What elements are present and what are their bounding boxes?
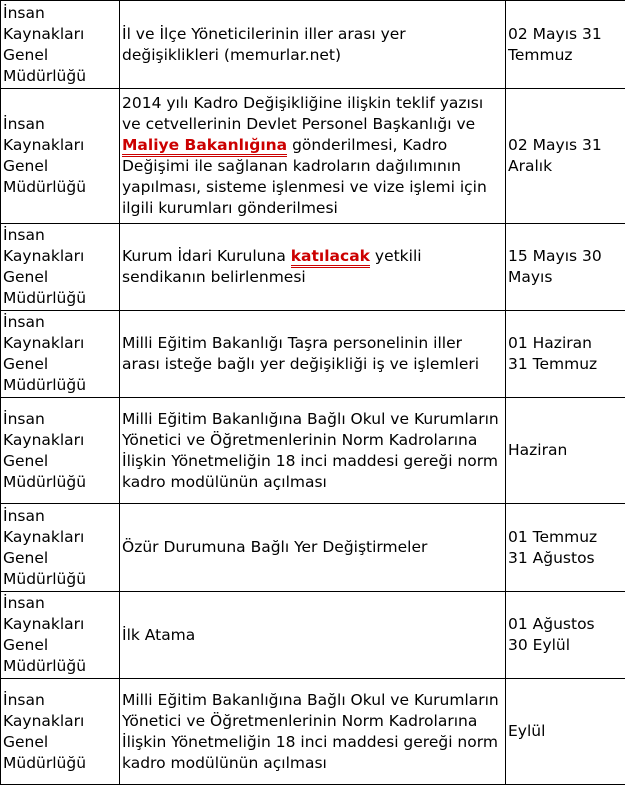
unit-line: İnsan bbox=[3, 115, 45, 133]
date-cell bbox=[506, 224, 625, 311]
unit-line: İnsan bbox=[3, 594, 45, 612]
unit-line: Kaynakları bbox=[3, 25, 84, 43]
unit-line: Genel bbox=[3, 355, 48, 373]
unit-line: İnsan bbox=[3, 313, 45, 331]
date-line: 01 Temmuz bbox=[508, 528, 597, 546]
table-row bbox=[1, 398, 625, 504]
unit-line: Genel bbox=[3, 46, 48, 64]
task-cell bbox=[120, 89, 506, 224]
unit-line: Genel bbox=[3, 268, 48, 286]
date-cell bbox=[506, 398, 625, 504]
task-text: Milli Eğitim Bakanlığına Bağlı Okul ve Kurumların Yönetici ve Öğretmenlerinin Norm Kadrolarına İlişkin Yönetmeliğin 18 inci maddesi gereği norm kadro modülünün açılması bbox=[122, 691, 499, 772]
unit-line: İnsan bbox=[3, 226, 45, 244]
keyword-link-maliye-bakanligina[interactable]: Maliye Bakanlığına bbox=[122, 136, 287, 157]
date-line: Mayıs bbox=[508, 268, 552, 286]
date-line: Temmuz bbox=[508, 46, 573, 64]
task-cell bbox=[120, 224, 506, 311]
table-row bbox=[1, 1, 625, 89]
date-line: 02 Mayıs 31 bbox=[508, 25, 602, 43]
unit-line: Genel bbox=[3, 636, 48, 654]
unit-line: Müdürlüğü bbox=[3, 376, 86, 394]
table-row bbox=[1, 592, 625, 679]
unit-cell bbox=[1, 592, 120, 679]
unit-cell bbox=[1, 89, 120, 224]
unit-line: Genel bbox=[3, 157, 48, 175]
task-cell bbox=[120, 504, 506, 592]
date-cell bbox=[506, 311, 625, 398]
unit-line: Kaynakları bbox=[3, 712, 84, 730]
task-cell bbox=[120, 592, 506, 679]
date-cell bbox=[506, 679, 625, 785]
date-cell bbox=[506, 89, 625, 224]
task-cell bbox=[120, 1, 506, 89]
unit-line: Genel bbox=[3, 549, 48, 567]
date-line: 02 Mayıs 31 bbox=[508, 136, 602, 154]
task-text: Milli Eğitim Bakanlığı Taşra personelinin iller arası isteğe bağlı yer değişikliği iş ve işlemleri bbox=[122, 334, 479, 373]
unit-cell bbox=[1, 398, 120, 504]
task-text: İl ve İlçe Yöneticilerinin iller arası yer değişiklikleri (memurlar.net) bbox=[122, 25, 406, 64]
unit-line: Müdürlüğü bbox=[3, 657, 86, 675]
date-line: Eylül bbox=[508, 722, 545, 740]
date-line: Aralık bbox=[508, 157, 552, 175]
unit-line: İnsan bbox=[3, 410, 45, 428]
date-line: 30 Eylül bbox=[508, 636, 570, 654]
unit-line: Genel bbox=[3, 733, 48, 751]
task-text: İlk Atama bbox=[122, 626, 195, 644]
date-line: 15 Mayıs 30 bbox=[508, 247, 602, 265]
table-row bbox=[1, 224, 625, 311]
table-row bbox=[1, 89, 625, 224]
unit-cell bbox=[1, 1, 120, 89]
unit-line: Kaynakları bbox=[3, 334, 84, 352]
date-line: Haziran bbox=[508, 441, 567, 459]
task-cell bbox=[120, 679, 506, 785]
unit-cell bbox=[1, 679, 120, 785]
unit-line: Müdürlüğü bbox=[3, 289, 86, 307]
date-line: 31 Temmuz bbox=[508, 355, 597, 373]
date-line: 01 Haziran bbox=[508, 334, 592, 352]
unit-line: Müdürlüğü bbox=[3, 570, 86, 588]
date-cell bbox=[506, 1, 625, 89]
table-row bbox=[1, 679, 625, 785]
unit-line: Kaynakları bbox=[3, 247, 84, 265]
unit-cell bbox=[1, 224, 120, 311]
date-line: 01 Ağustos bbox=[508, 615, 595, 633]
table-row bbox=[1, 311, 625, 398]
task-text: Özür Durumuna Bağlı Yer Değiştirmeler bbox=[122, 538, 427, 556]
unit-line: Kaynakları bbox=[3, 615, 84, 633]
unit-cell bbox=[1, 311, 120, 398]
unit-line: İnsan bbox=[3, 507, 45, 525]
date-line: 31 Ağustos bbox=[508, 549, 595, 567]
task-cell bbox=[120, 398, 506, 504]
task-text: gönderilmesi, Kadro Değişimi ile sağlanan kadroların dağılımının yapılması, sisteme işlenmesi ve vize işlemi için ilgili kurumları gönderilmesi bbox=[122, 136, 487, 217]
schedule-table-body bbox=[1, 1, 625, 785]
task-text: yetkili sendikanın belirlenmesi bbox=[122, 247, 422, 286]
unit-line: Kaynakları bbox=[3, 431, 84, 449]
unit-line: Müdürlüğü bbox=[3, 67, 86, 85]
task-cell bbox=[120, 311, 506, 398]
keyword-link-katilacak[interactable]: katılacak bbox=[291, 247, 370, 268]
unit-line: İnsan bbox=[3, 691, 45, 709]
task-text: Kurum İdari Kuruluna bbox=[122, 247, 291, 265]
date-cell bbox=[506, 592, 625, 679]
unit-line: Kaynakları bbox=[3, 528, 84, 546]
unit-line: Kaynakları bbox=[3, 136, 84, 154]
unit-line: İnsan bbox=[3, 4, 45, 22]
unit-line: Müdürlüğü bbox=[3, 178, 86, 196]
task-text: 2014 yılı Kadro Değişikliğine ilişkin teklif yazısı ve cetvellerinin Devlet Personel Başkanlığı ve bbox=[122, 94, 483, 133]
table-row bbox=[1, 504, 625, 592]
unit-line: Genel bbox=[3, 452, 48, 470]
task-text: Milli Eğitim Bakanlığına Bağlı Okul ve Kurumların Yönetici ve Öğretmenlerinin Norm Kadrolarına İlişkin Yönetmeliğin 18 inci maddesi gereği norm kadro modülünün açılması bbox=[122, 410, 499, 491]
date-cell bbox=[506, 504, 625, 592]
unit-cell bbox=[1, 504, 120, 592]
unit-line: Müdürlüğü bbox=[3, 473, 86, 491]
unit-line: Müdürlüğü bbox=[3, 754, 86, 772]
